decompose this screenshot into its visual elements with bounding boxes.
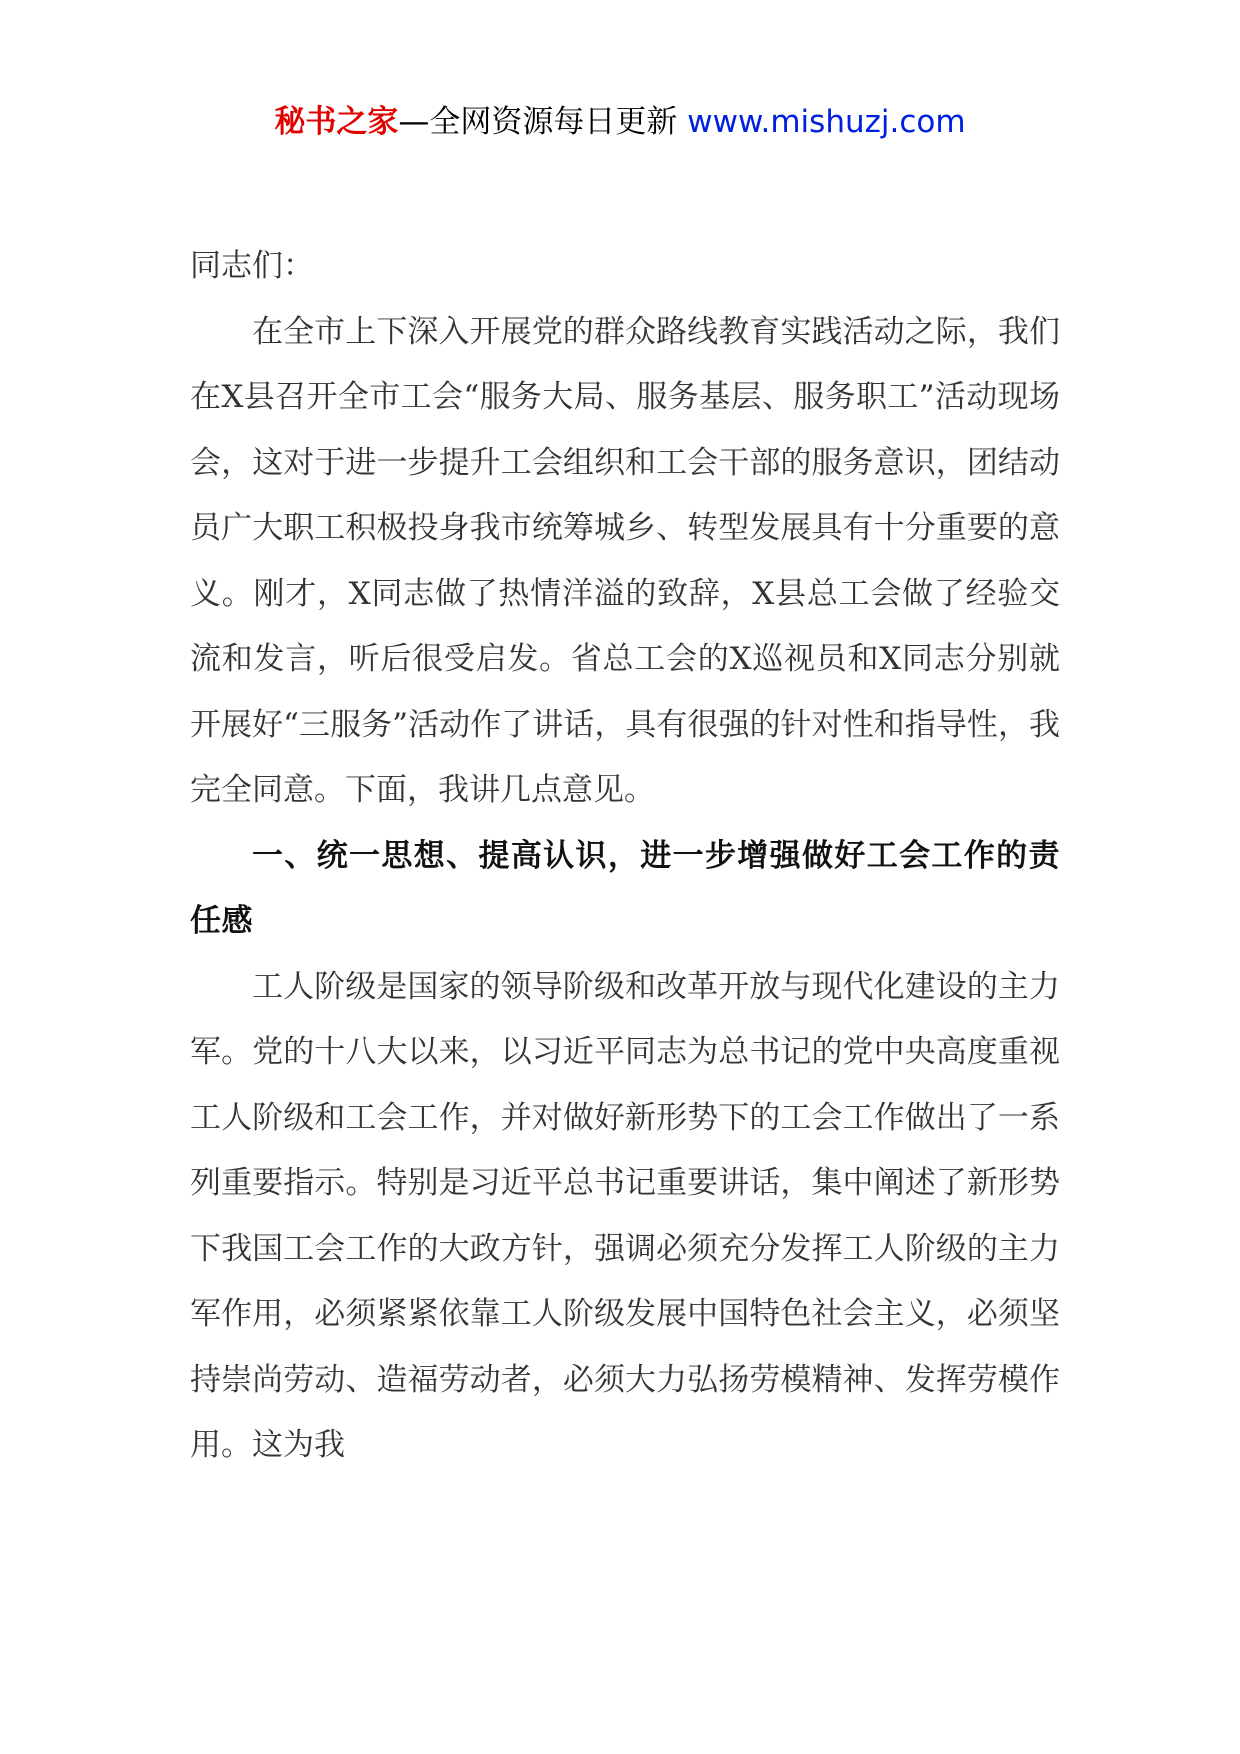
banner-url-link[interactable]: www.mishuzj.com bbox=[687, 104, 966, 140]
document-body bbox=[190, 234, 1060, 1479]
banner-brand: 秘书之家 bbox=[274, 104, 399, 140]
greeting: 同志们： bbox=[190, 248, 314, 284]
paragraph: 在全市上下深入开展党的群众路线教育实践活动之际，我们在X县召开全市工会“服务大局、服务基层、服务职工”活动现场会，这对于进一步提升工会组织和工会干部的服务意识，团结动员广大职工积极投身我市统筹城乡、转型发展具有十分重要的意义。刚才，X同志做了热情洋溢的致辞，X县总工会做了经验交流和发言，听后很受启发。省总工会的X巡视员和X同志分别就开展好“三服务”活动作了讲话，具有很强的针对性和指导性，我完全同意。下面，我讲几点意见。 bbox=[190, 313, 1060, 808]
paragraph: 工人阶级是国家的领导阶级和改革开放与现代化建设的主力军。党的十八大以来，以习近平同志为总书记的党中央高度重视工人阶级和工会工作，并对做好新形势下的工会工作做出了一系列重要指示。特别是习近平总书记重要讲话，集中阐述了新形势下我国工会工作的大政方针，强调必须充分发挥工人阶级的主力军作用，必须紧紧依靠工人阶级发展中国特色社会主义，必须坚持崇尚劳动、造福劳动者，必须大力弘扬劳模精神、发挥劳模作用。这为我 bbox=[190, 968, 1060, 1463]
banner-tagline: —全网资源每日更新 bbox=[398, 104, 688, 140]
section-heading: 一、统一思想、提高认识，进一步增强做好工会工作的责任感 bbox=[190, 837, 1060, 939]
site-banner bbox=[0, 100, 1240, 144]
